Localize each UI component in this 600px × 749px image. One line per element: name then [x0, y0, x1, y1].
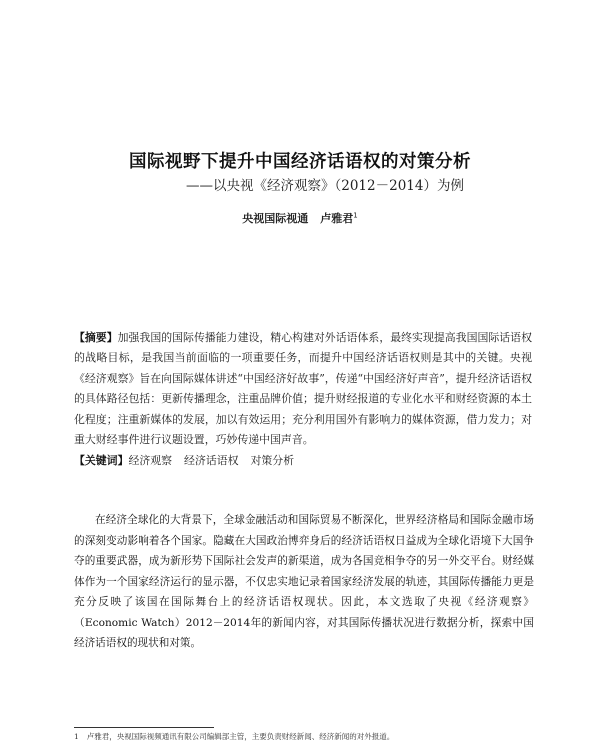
footnote — [74, 731, 534, 742]
keyword-item: 对策分析 — [250, 454, 295, 467]
author-affiliation: 央视国际视通 — [242, 212, 309, 225]
keywords-label: 【关键词】 — [74, 454, 129, 467]
paper-subtitle: ——以央视《经济观察》（2012－2014）为例 — [186, 178, 464, 194]
keyword-item: 经济话语权 — [184, 454, 239, 467]
body-paragraph: 在经济全球化的大背景下，全球金融活动和国际贸易不断深化，世界经济格局和国际金融市场的深刻变动影响着各个国家。隐藏在大国政治博弈身后的经济话语权日益成为全球化语境下大国争夺的重要武器，成为新形势下国际社会发声的新渠道，成为各国竞相争夺的另一外交平台。财经媒体作为一个国家经济运行的显示器，不仅忠实地记录着国家经济发展的轨迹，其国际传播能力更是充分反映了该国在国际舞台上的经济话语权现状。因此，本文选取了央视《经济观察》（Economic Watch）2012－2014年的新闻内容，对其国际传播状况进行数据分析，探索中国经济话语权的现状和对策。 — [74, 514, 534, 649]
keywords — [74, 451, 532, 471]
abstract-label: 【摘要】 — [74, 331, 118, 344]
abstract-text: 加强我国的国际传播能力建设，精心构建对外话语体系，最终实现提高我国国际话语权的战略目标，是我国当前面临的一项重要任务，而提升中国经济话语权则是其中的关键。央视《经济观察》旨在向国际媒体讲述“中国经济好故事”，传递“中国经济好声音”，提升经济话语权的具体路径包括：更新传播理念，注重品牌价值；提升财经报道的专业化水平和财经资源的本土化程度；注重新媒体的发展，加以有效运用；充分利用国外有影响力的媒体资源，借力发力；对重大财经事件进行议题设置，巧妙传递中国声音。 — [74, 331, 532, 447]
abstract — [74, 328, 532, 450]
author-name: 卢雅君 — [320, 212, 354, 225]
paper-title: 国际视野下提升中国经济话语权的对策分析 — [129, 152, 471, 172]
author-line — [0, 210, 600, 226]
author-footnote-mark: 1 — [353, 211, 358, 220]
footnote-text: 卢雅君，央视国际视频通讯有限公司编辑部主管，主要负责财经新闻、经济新闻的对外报道。 — [86, 732, 395, 741]
footnote-divider — [74, 727, 214, 728]
keyword-item: 经济观察 — [128, 454, 173, 467]
footnote-number: 1 — [74, 732, 79, 741]
